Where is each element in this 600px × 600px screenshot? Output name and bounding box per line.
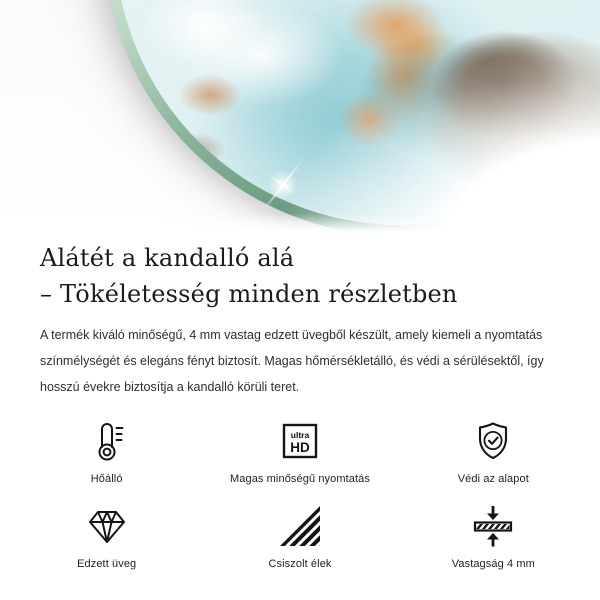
feature-polished-edges — [203, 503, 396, 570]
svg-text:HD: HD — [290, 440, 310, 455]
feature-label: Hőálló — [90, 473, 123, 485]
feature-heat-resistant — [10, 418, 203, 485]
feature-label: Védi az alapot — [457, 473, 529, 485]
feature-print-quality — [203, 418, 396, 485]
title-line-2: – Tökéletesség minden részletben — [40, 280, 458, 308]
page-title — [0, 240, 600, 312]
feature-thickness — [397, 503, 590, 570]
feature-label: Edzett üveg — [77, 558, 137, 570]
thickness-icon — [471, 503, 515, 549]
feature-label: Csiszolt élek — [268, 558, 332, 570]
svg-text:ultra: ultra — [290, 430, 310, 440]
glass-plate-marble-surface — [115, 0, 600, 225]
shield-check-icon — [471, 418, 515, 464]
feature-label: Vastagság 4 mm — [451, 558, 535, 570]
title-line-1: Alátét a kandalló alá — [40, 244, 295, 272]
ultra-hd-icon — [278, 418, 322, 464]
feature-protects-base — [397, 418, 590, 485]
thermometer-icon — [85, 418, 129, 464]
diamond-icon — [85, 503, 129, 549]
polished-edge-icon — [278, 503, 322, 549]
feature-tempered-glass — [10, 503, 203, 570]
features-grid — [10, 418, 590, 570]
feature-label: Magas minőségű nyomtatás — [230, 473, 370, 485]
product-description: A termék kiváló minőségű, 4 mm vastag edzett üvegből készült, amely kiemeli a nyomtatás színmélységét és elegáns fényt biztosít. Magas hőmérsékletálló, és védi a sérülésektől, így hosszú évekre biztosítja a kandalló körüli teret. — [40, 328, 544, 394]
product-hero-image — [0, 0, 600, 232]
